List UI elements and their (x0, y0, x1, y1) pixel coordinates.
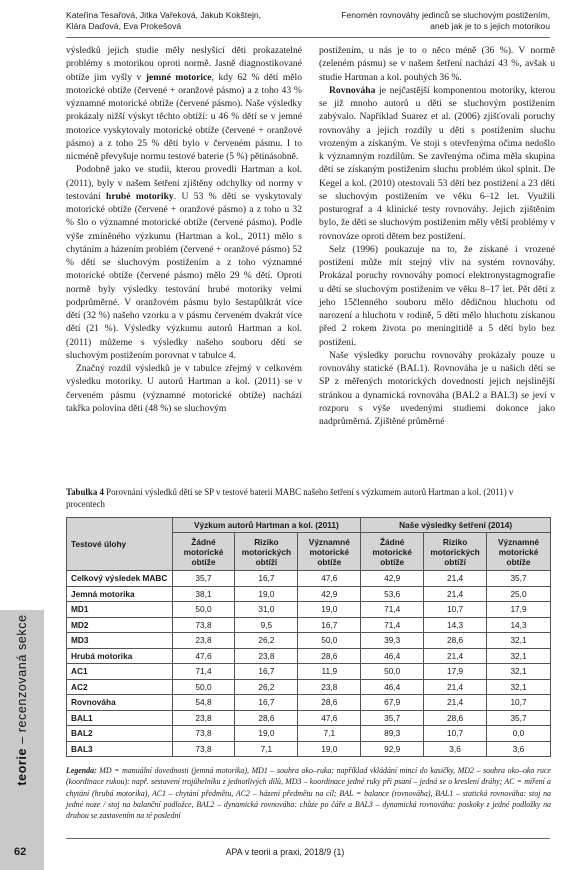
journal-citation: APA v teorii a praxi, 2018/9 (1) (225, 847, 345, 857)
table-cell: 14,3 (424, 617, 487, 633)
comparison-table (66, 517, 551, 757)
table-cell: 38,1 (172, 586, 235, 602)
table-row-label: BAL1 (67, 710, 173, 726)
table-row-label: AC2 (67, 679, 173, 695)
table-cell: 54,8 (172, 695, 235, 711)
table-cell: 35,7 (487, 710, 551, 726)
table-cell: 7,1 (235, 741, 298, 757)
table-cell: 35,7 (361, 710, 424, 726)
table-body (67, 571, 551, 757)
table-cell: 16,7 (235, 695, 298, 711)
table-row (67, 695, 551, 711)
table-column-header: Riziko motorických obtíží (235, 533, 298, 571)
table-row-label: MD3 (67, 633, 173, 649)
table-cell: 23,8 (172, 710, 235, 726)
table-row-label: Celkový výsledek MABC (67, 571, 173, 587)
table-cell: 71,4 (172, 664, 235, 680)
table-row (67, 664, 551, 680)
table-row (67, 586, 551, 602)
table-cell: 32,1 (487, 633, 551, 649)
table-cell: 50,0 (172, 679, 235, 695)
table-row-label: AC1 (67, 664, 173, 680)
table-cell: 16,7 (235, 571, 298, 587)
table-cell: 42,9 (298, 586, 361, 602)
table-column-header: Významné motorické obtíže (487, 533, 551, 571)
table-row (67, 617, 551, 633)
table-row-label: MD2 (67, 617, 173, 633)
table-cell: 28,6 (424, 633, 487, 649)
section-label-bold: teorie (15, 747, 29, 786)
table-legend (66, 765, 551, 821)
table-cell: 31,0 (235, 602, 298, 618)
table-cell: 42,9 (361, 571, 424, 587)
table-cell: 0,0 (487, 726, 551, 742)
text-run: výsledků jejich studie měly neslyšící děti prokazatelné problémy s motorikou oproti normě. Jasně diagnostikované obtíže jim vyšly v (66, 45, 302, 83)
text-run: . U 53 % dětí se vyskytovaly motorické obtíže (červené + oranžové pásmo) a z toho u 32 % šlo o významné motorické obtíže (červené pásmo). Podle výše zmíněného výzkumu (Hartman a kol., 2011) mělo s chytáním a házením problém (červené + oranžové pásmo) 52 % dětí se sluchovým postižením a z toho významné motorické obtíže (červené pásmo) mělo 29 % dětí. Oproti normě byly výsledky testování hrubé motoriky velmi podprůměrné. V oranžovém pásmu bylo šestapůlkrát více dětí (32 %) našeho vzorku a v pásmu červeném dvakrát více dětí (21 %). Výsledky výzkumu autorů Hartman a kol. (2011) můžeme s výsledky našeho souboru dětí se sluchovým postižením porovnat v tabulce 4. (66, 190, 302, 361)
table-row (67, 741, 551, 757)
table-row (67, 602, 551, 618)
paragraph: Selz (1996) poukazuje na to, že získané i vrozené postižení může mít stejný vliv na systém rovnováhy. Prokázal poruchy rovnováhy pomocí elektronystagmografie u dětí se sluchovým postižením ve věku 8–17 let. Pět dětí z jeho 15členného souboru mělo dědičnou hluchotu od narození a hluchotu v rodině, 5 dětí mělo hluchotu získanou před 2 rokem života po meningitidě a 5 dětí bylo bez postižení. (319, 243, 555, 348)
authors-line-1: Kateřina Tesařová, Jitka Vařeková, Jakub Kokštejn, (66, 10, 262, 20)
table-row (67, 648, 551, 664)
table-row (67, 679, 551, 695)
table-cell: 19,0 (298, 602, 361, 618)
table-cell: 73,8 (172, 617, 235, 633)
table-cell: 25,0 (487, 586, 551, 602)
table-caption-text: Porovnání výsledků dětí se SP v testové baterii MABC našeho šetření s výzkumem autorů Hartman a kol. (2011) v procentech (66, 487, 514, 509)
table-cell: 32,1 (487, 648, 551, 664)
table-cell: 17,9 (424, 664, 487, 680)
table-row-label: Rovnováha (67, 695, 173, 711)
table-caption-label: Tabulka 4 (66, 487, 104, 497)
paragraph: postižením, u nás je to o něco méně (36 %). V normě (zeleném pásmu) se v našem šetření nachází 43 %, avšak u studie Hartman a kol. pouhých 36 %. (319, 45, 555, 83)
paragraph (66, 163, 302, 362)
title-line-2: aneb jak je to s jejich motorikou (430, 21, 550, 31)
legend-label: Legenda: (66, 766, 97, 775)
table-cell: 73,8 (172, 741, 235, 757)
table-row (67, 633, 551, 649)
table-cell: 39,3 (361, 633, 424, 649)
table-cell: 28,6 (235, 710, 298, 726)
table-cell: 11,9 (298, 664, 361, 680)
paragraph (66, 44, 302, 163)
running-header-authors (66, 10, 316, 32)
table-cell: 32,1 (487, 664, 551, 680)
table-cell: 9,5 (235, 617, 298, 633)
text-run: Podobně jako ve studii, kterou provedli Hartman a kol. (2011), byly v našem šetření zjištěny odchylky od normy v testování (66, 164, 302, 202)
table-cell: 23,8 (235, 648, 298, 664)
table-row-label: Hrubá motorika (67, 648, 173, 664)
table-cell: 23,8 (298, 679, 361, 695)
table-cell: 89,3 (361, 726, 424, 742)
table-cell: 10,7 (487, 695, 551, 711)
table-cell: 16,7 (298, 617, 361, 633)
table-cell: 50,0 (298, 633, 361, 649)
paragraph (319, 84, 555, 243)
table-cell: 32,1 (487, 679, 551, 695)
table-row (67, 710, 551, 726)
table-cell: 47,6 (172, 648, 235, 664)
table-cell: 46,4 (361, 679, 424, 695)
body-column-left (66, 44, 302, 415)
table-cell: 10,7 (424, 726, 487, 742)
table-cell: 47,6 (298, 710, 361, 726)
table-column-header: Významné motorické obtíže (298, 533, 361, 571)
table-cell: 26,2 (235, 679, 298, 695)
table-cell: 71,4 (361, 602, 424, 618)
table-cell: 3,6 (424, 741, 487, 757)
authors-line-2: Klára Daďová, Eva Prokešová (66, 21, 182, 31)
table-column-header: Žádné motorické obtíže (361, 533, 424, 571)
table-cell: 73,8 (172, 726, 235, 742)
table-row-label: BAL2 (67, 726, 173, 742)
table-cell: 28,6 (298, 695, 361, 711)
paragraph: Naše výsledky poruchu rovnováhy prokázaly pouze u rovnováhy statické (BAL1). Rovnováha je u našich dětí se SP z měřených motorických dovedností jejich nejslinější stránkou a dynamická rovnováha (BAL2 a BAL3) se jeví v rozporu s výše uvedenými studiemi dokonce jako nadprůměrná. Zjištěné průměrné (319, 349, 555, 427)
table-cell: 28,6 (424, 710, 487, 726)
header-divider (66, 37, 550, 38)
table-cell: 50,0 (172, 602, 235, 618)
table-cell: 28,6 (298, 648, 361, 664)
emphasis-text: jemné motorice (145, 71, 212, 83)
table-cell: 50,0 (361, 664, 424, 680)
table-cell: 14,3 (487, 617, 551, 633)
table-cell: 3,6 (487, 741, 551, 757)
table-column-header: Riziko motorických obtíží (424, 533, 487, 571)
table-cell: 16,7 (235, 664, 298, 680)
legend-text: MD = manuální dovednosti (jemná motorika), MD1 – souhra oko–ruka: například vkládání mincí do kasičky, MD2 – souhra oko–oko ruce (koordinace rukou): např. sestavení trojúhelníku z jednotlivých dílů, MD3 – koordinace jedné ruky při psaní – jedná se o kreslení dráhy; AC = míření a chytání (hrubá motorika), AC1 – chytání předmětu, AC2 – házení předmětu na cíl; BAL = balance (rovnováha), BAL1 – statická rovnováha: stoj na jedné noze / stoj na balanční podložce, BAL2 – dynamická rovnováha: chůze po čáře a BAL3 – dynamická rovnováha: poskoky z jedné podložky na druhou se zastavením na té poslední (66, 766, 551, 821)
table-cell: 71,4 (361, 617, 424, 633)
table-row (67, 726, 551, 742)
table-cell: 21,4 (424, 648, 487, 664)
title-line-1: Fenomén rovnováhy jedinců se sluchovým postižením, (341, 10, 550, 20)
text-run: , kdy 62 % dětí mělo motorické obtíže (červené + oranžové pásmo) a z toho 43 % významné motorické obtíže (červené pásmo). Naše výsledky prokázaly nižší výskyt těchto obtíží: u 46 % dětí se v jemné motorice vyskytovaly motorické obtíže (červené + oranžové pásmo) a z toho 25 % dětí bylo v červeném pásmu. I to nicméně převyšuje normu testové baterie (5 %) pětinásobně. (66, 71, 302, 162)
table-cell: 21,4 (424, 571, 487, 587)
table-cell: 35,7 (172, 571, 235, 587)
section-label (15, 614, 29, 785)
text-run: je nejčastější komponentou motoriky, kterou se již mnoho autorů u dětí se sluchovým postižením zabývalo. Například Suarez et al. (2006) zjišťovali poruchy rovnováhy a jejich rozdíly u dětí s postižením sluchu vrozeným a získaným. Ve stoji s otevřenýma očima nedošlo k významným rozdílům. Se zavřenýma očima měla skupina dětí se získaným postižením sluchu problém úkol splnit. De Kegel a kol. (2010) otestovali 53 dětí bez postižení a 23 dětí se sluchovým postižením ve věku 6–12 let. Využili posturograf a 4 klinické testy rovnováhy. Jejich zjištěním bylo, že děti se sluchovým postižením měly větší problémy v rovnováze oproti dětem bez postižení. (319, 84, 555, 242)
running-header-title (290, 10, 550, 32)
table-group-header-ours: Naše výsledky šetření (2014) (361, 518, 551, 533)
table-row-label: MD1 (67, 602, 173, 618)
table-cell: 10,7 (424, 602, 487, 618)
table-cell: 17,9 (487, 602, 551, 618)
table-caption (66, 487, 551, 510)
table-cell: 21,4 (424, 679, 487, 695)
footer-divider (66, 838, 550, 839)
table-cell: 35,7 (487, 571, 551, 587)
section-label-rest: – recenzovaná sekce (15, 614, 29, 748)
table-row-label: Jemná motorika (67, 586, 173, 602)
table-cell: 47,6 (298, 571, 361, 587)
emphasis-text: hrubé motoriky (106, 190, 174, 202)
table-cell: 23,8 (172, 633, 235, 649)
table-cell: 19,0 (235, 586, 298, 602)
table-cell: 67,9 (361, 695, 424, 711)
table-column-header: Žádné motorické obtíže (172, 533, 235, 571)
body-column-right (319, 44, 555, 428)
table-cell: 21,4 (424, 695, 487, 711)
table-group-header-hartman: Výzkum autorů Hartman a kol. (2011) (172, 518, 361, 533)
table-cell: 53,6 (361, 586, 424, 602)
table-cell: 26,2 (235, 633, 298, 649)
table-row-label: BAL3 (67, 741, 173, 757)
table-row-header: Testové úlohy (67, 518, 173, 571)
paragraph: Značný rozdíl výsledků je v tabulce zřejmý v celkovém výsledku motoriky. U autorů Hartman a kol. (2011) se v červeném pásmu (významné motorické obtíže) nachází takřka polovina dětí (48 %) se sluchovým (66, 363, 302, 414)
table-cell: 46,4 (361, 648, 424, 664)
table-row (67, 571, 551, 587)
emphasis-text: Rovnováha (329, 84, 376, 96)
table-cell: 21,4 (424, 586, 487, 602)
page-number: 62 (14, 846, 27, 858)
table-cell: 7,1 (298, 726, 361, 742)
table-cell: 19,0 (298, 741, 361, 757)
table-cell: 92,9 (361, 741, 424, 757)
table-cell: 19,0 (235, 726, 298, 742)
